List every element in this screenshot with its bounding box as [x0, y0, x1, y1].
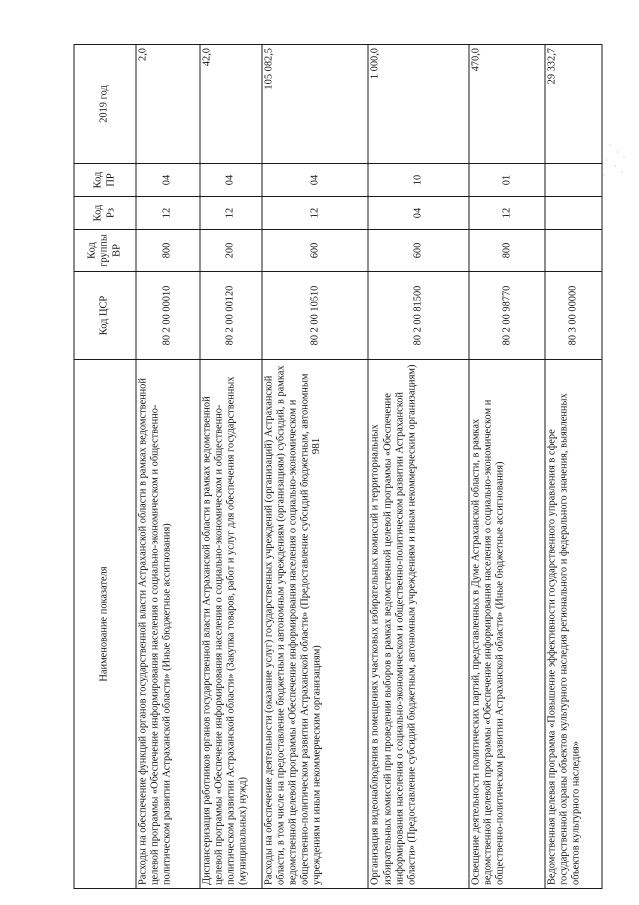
row-amount: 42,0 [200, 45, 262, 164]
table-row [200, 45, 262, 889]
row-csr: 80 2 00 00120 [200, 272, 262, 360]
row-rz: 12 [136, 197, 200, 230]
row-rz: 04 [368, 197, 469, 230]
row-vr [545, 230, 602, 272]
row-amount: 2,0 [136, 45, 200, 164]
row-vr: 800 [136, 230, 200, 272]
row-pr: 10 [368, 164, 469, 197]
row-name: Освещение деятельности политических партий, представленных в Думе Астраханской области, в рамках ведомственной целевой программы «Обеспечение информирования населения о социально-экономическом и общественно-политическом развитии Астраханской области» (Иные бюджетные ассигнования) [469, 360, 545, 889]
row-name: Расходы на обеспечение деятельности (оказание услуг) государственных учреждений (организаций) Астраханской области, в том числе на предоставление бюджетным и автономным учреждениям (организациям) субсидий, в рамках ведомственной целевой программы «Обеспечение информирования населения о социально-экономическом и общественно-политическом развитии Астраханской области» (Предоставление субсидий бюджетным, автономным учреждениям и иным некоммерческим организациям) [262, 360, 368, 889]
header-vr: Код группы ВР [74, 230, 136, 272]
row-rz: 12 [262, 197, 368, 230]
header-rz: Код Рз [74, 197, 136, 230]
row-pr: 04 [262, 164, 368, 197]
header-year: 2019 год [74, 45, 136, 164]
row-amount: 1 000,0 [368, 45, 469, 164]
table-row [136, 45, 200, 889]
row-name: Организация видеонаблюдения в помещениях участковых избирательных комиссий и территориальных избирательных комиссий при проведении выборов в рамках ведомственной целевой программы «Обеспечение информирования населения о социально-экономическом и общественно-политическом развитии Астраханской области» (Предоставление субсидий бюджетным, автономным учреждениям и иным некоммерческим организациям) [368, 360, 469, 889]
row-name: Ведомственная целевая программа «Повышение эффективности государственного управления в сфере государственной охраны объектов культурного наследия регионального и федерального значения, выявленных объектов культурного наследия» [545, 360, 602, 889]
row-pr: 01 [469, 164, 545, 197]
row-pr: 04 [200, 164, 262, 197]
row-vr: 800 [469, 230, 545, 272]
row-rz: 12 [469, 197, 545, 230]
row-csr: 80 2 00 10510 [262, 272, 368, 360]
scan-noise-marks [598, 142, 628, 182]
table-row [469, 45, 545, 889]
table-row [545, 45, 602, 889]
row-pr [545, 164, 602, 197]
row-vr: 200 [200, 230, 262, 272]
row-pr: 04 [136, 164, 200, 197]
row-rz [545, 197, 602, 230]
budget-table [74, 44, 603, 889]
row-csr: 80 2 00 98770 [469, 272, 545, 360]
row-csr: 80 2 00 00010 [136, 272, 200, 360]
table-row [368, 45, 469, 889]
row-amount: 470,0 [469, 45, 545, 164]
row-amount: 29 332,7 [545, 45, 602, 164]
row-csr: 80 2 00 81500 [368, 272, 469, 360]
row-name: Расходы на обеспечение функций органов государственной власти Астраханской области в рамках ведомственной целевой программы «Обеспечение информирования населения о социально-экономическом и общественно-политическом развитии Астраханской области» (Иные бюджетные ассигнования) [136, 360, 200, 889]
rotated-table-container [74, 45, 603, 889]
header-name: Наименование показателя [74, 360, 136, 889]
row-name: Диспансеризация работников органов государственной власти Астраханской области в рамках ведомственной целевой программы «Обеспечение информирования населения о социально-экономическом и общественно-политическом развитии Астраханской области» (Закупка товаров, работ и услуг для обеспечения государственных (муниципальных) нужд) [200, 360, 262, 889]
header-csr: Код ЦСР [74, 272, 136, 360]
row-amount: 105 082,5 [262, 45, 368, 164]
row-csr: 80 3 00 00000 [545, 272, 602, 360]
row-vr: 600 [262, 230, 368, 272]
page-number: 981 [310, 437, 322, 455]
table-row [262, 45, 368, 889]
header-pr: Код ПР [74, 164, 136, 197]
row-vr: 600 [368, 230, 469, 272]
row-rz: 12 [200, 197, 262, 230]
table-header-row [74, 45, 136, 889]
